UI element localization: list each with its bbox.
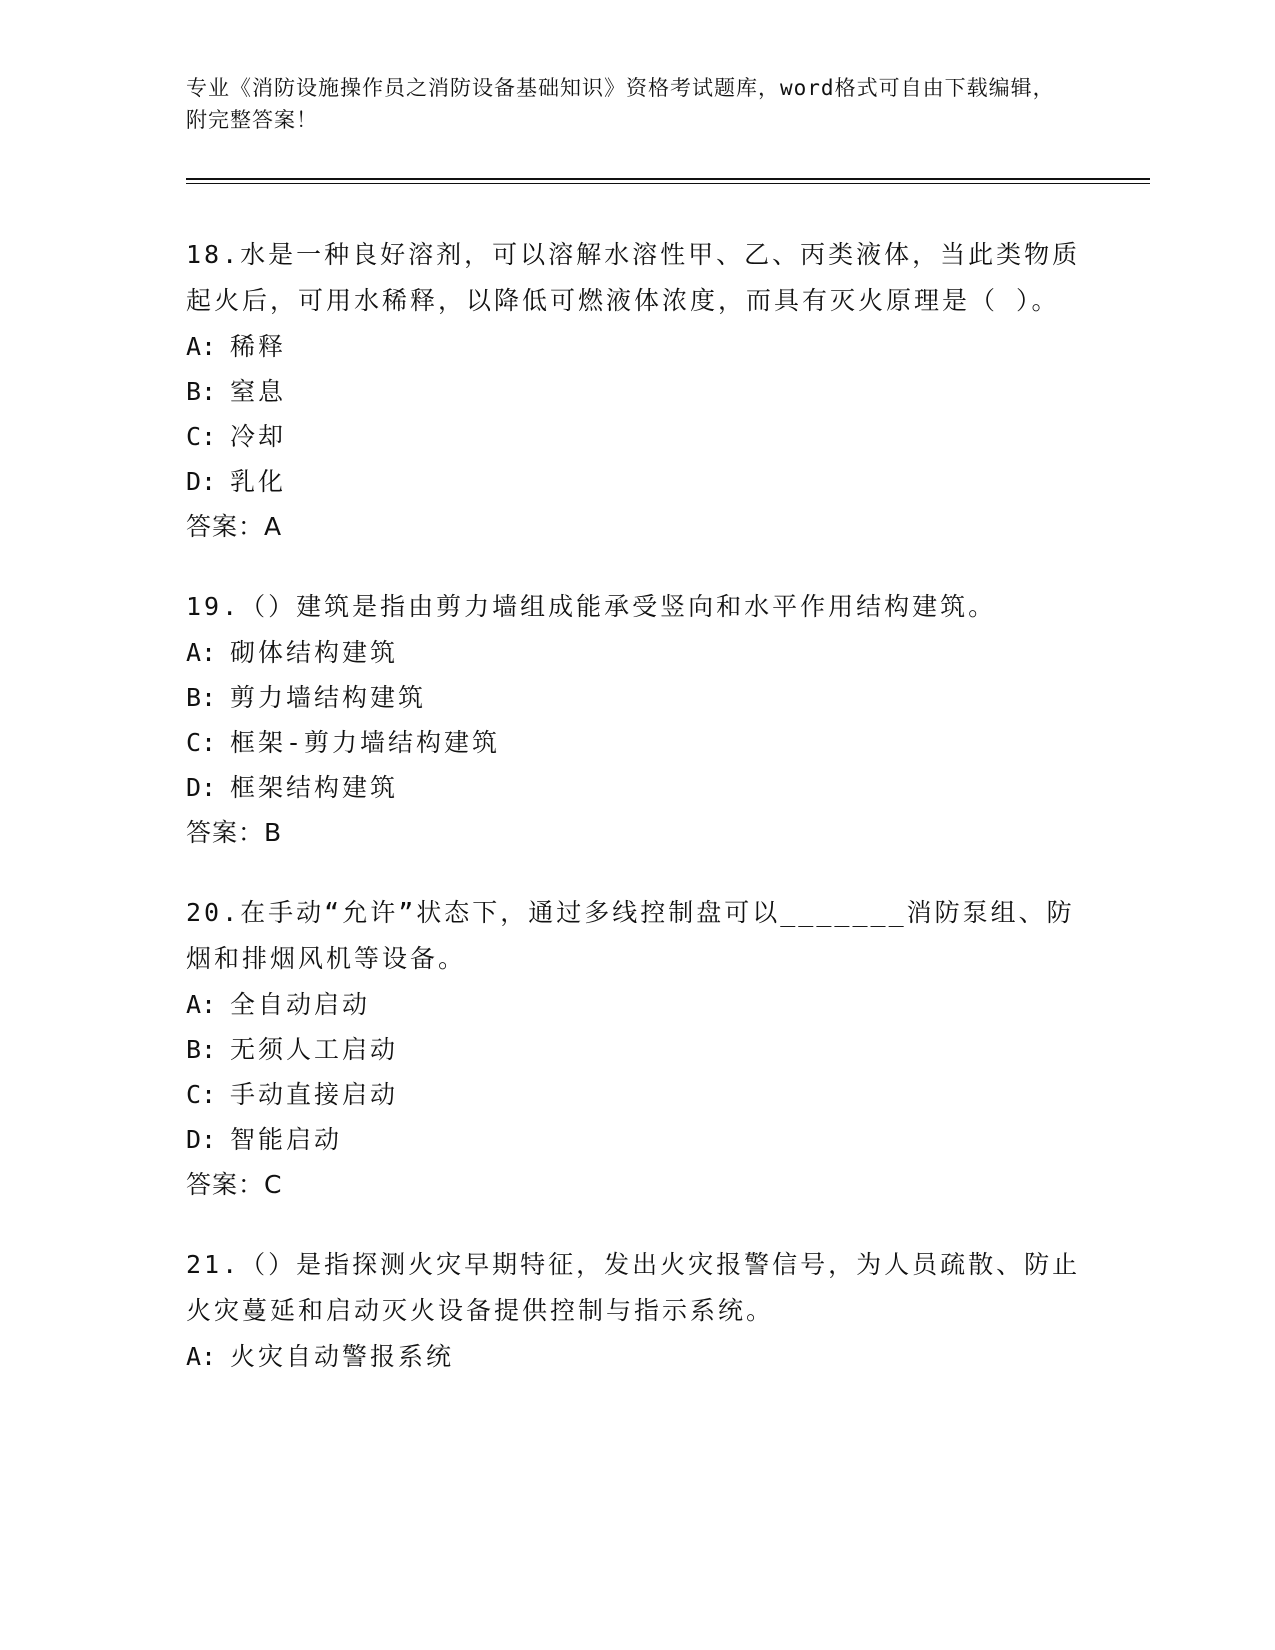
header-divider-thin — [186, 183, 1150, 184]
option-text: 智能启动 — [230, 1125, 343, 1154]
option-b — [186, 369, 1086, 414]
option-letter: A: — [186, 990, 217, 1019]
option-a — [186, 1334, 1086, 1379]
option-text: 冷却 — [230, 422, 287, 451]
question-stem: 18.水是一种良好溶剂，可以溶解水溶性甲、乙、丙类液体，当此类物质起火后，可用水稀释，以降低可燃液体浓度，而具有灭火原理是（ ）。 — [186, 240, 1081, 315]
option-letter: D: — [186, 773, 217, 802]
question-stem: 20.在手动“允许”状态下，通过多线控制盘可以_______消防泵组、防烟和排烟风机等设备。 — [186, 898, 1075, 973]
option-letter: C: — [186, 422, 217, 451]
question-20 — [186, 890, 1086, 1208]
option-letter: A: — [186, 332, 217, 361]
option-b — [186, 675, 1086, 720]
answer-line: 答案：B — [186, 818, 283, 847]
header-divider-thick — [186, 178, 1150, 180]
option-a — [186, 630, 1086, 675]
option-letter: A: — [186, 1342, 217, 1371]
option-text: 全自动启动 — [230, 990, 371, 1019]
option-text: 砌体结构建筑 — [230, 638, 399, 667]
option-letter: C: — [186, 728, 217, 757]
option-letter: A: — [186, 638, 217, 667]
question-stem: 19.（）建筑是指由剪力墙组成能承受竖向和水平作用结构建筑。 — [186, 592, 997, 621]
option-d — [186, 459, 1086, 504]
answer-line: 答案：A — [186, 512, 283, 541]
question-19 — [186, 584, 1086, 856]
option-text: 手动直接启动 — [230, 1080, 399, 1109]
option-text: 框架-剪力墙结构建筑 — [230, 728, 501, 757]
option-letter: D: — [186, 467, 217, 496]
option-text: 框架结构建筑 — [230, 773, 399, 802]
answer-line: 答案：C — [186, 1170, 283, 1199]
option-c — [186, 720, 1086, 765]
option-b — [186, 1027, 1086, 1072]
document-header: 专业《消防设施操作员之消防设备基础知识》资格考试题库，word格式可自由下载编辑，附完整答案！ — [186, 76, 1055, 132]
option-letter: D: — [186, 1125, 217, 1154]
question-stem: 21.（）是指探测火灾早期特征，发出火灾报警信号，为人员疏散、防止火灾蔓延和启动灭火设备提供控制与指示系统。 — [186, 1250, 1081, 1325]
option-text: 乳化 — [230, 467, 287, 496]
option-letter: B: — [186, 377, 217, 406]
option-c — [186, 1072, 1086, 1117]
option-d — [186, 1117, 1086, 1162]
option-letter: B: — [186, 1035, 217, 1064]
question-18 — [186, 232, 1086, 550]
option-d — [186, 765, 1086, 810]
option-letter: B: — [186, 683, 217, 712]
option-c — [186, 414, 1086, 459]
option-a — [186, 324, 1086, 369]
option-text: 火灾自动警报系统 — [230, 1342, 455, 1371]
question-list — [186, 232, 1086, 1413]
option-text: 窒息 — [230, 377, 287, 406]
question-21 — [186, 1242, 1086, 1379]
option-a — [186, 982, 1086, 1027]
option-text: 稀释 — [230, 332, 287, 361]
option-text: 剪力墙结构建筑 — [230, 683, 427, 712]
option-letter: C: — [186, 1080, 217, 1109]
option-text: 无须人工启动 — [230, 1035, 399, 1064]
